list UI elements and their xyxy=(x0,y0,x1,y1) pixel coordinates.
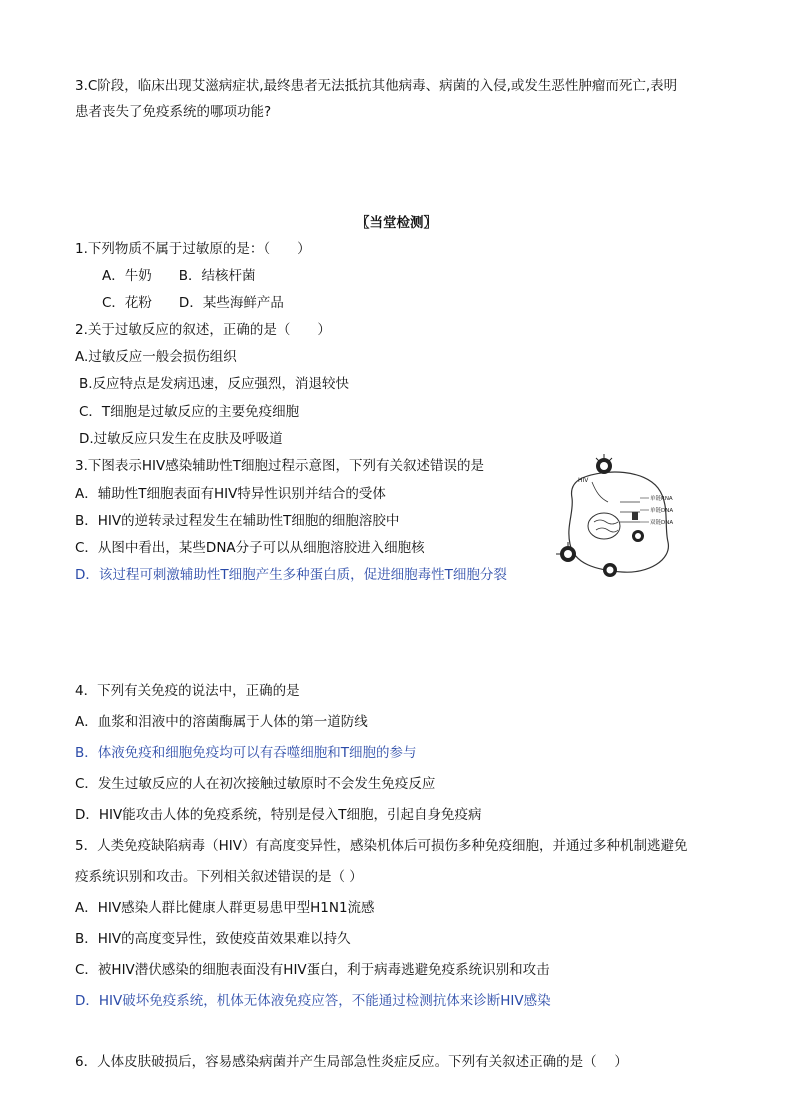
intro-question-line2: 患者丧失了免疫系统的哪项功能? xyxy=(75,104,272,120)
hiv-virus-bottom xyxy=(603,563,617,577)
hiv-virus-left xyxy=(556,542,576,562)
q2-option-b: B.反应特点是发病迅速，反应强烈，消退较快 xyxy=(79,376,350,392)
q5-option-c: C．被HIV潜伏感染的细胞表面没有HIV蛋白，利于病毒逃避免疫系统识别和攻击 xyxy=(75,962,550,978)
q2-option-d: D.过敏反应只发生在皮肤及呼吸道 xyxy=(79,431,283,447)
q4-option-c: C．发生过敏反应的人在初次接触过敏原时不会发生免疫反应 xyxy=(75,776,436,792)
q5-stem-line1: 5．人类免疫缺陷病毒（HIV）有高度变异性，感染机体后可损伤多种免疫细胞，并通过多种机制逃避免 xyxy=(75,838,688,854)
hiv-label: HIV xyxy=(578,477,589,484)
section-title: 〖当堂检测〗 xyxy=(356,215,437,231)
q4-option-d: D．HIV能攻击人体的免疫系统，特别是侵入T细胞，引起自身免疫病 xyxy=(75,807,482,823)
q3-option-c: C．从图中看出，某些DNA分子可以从细胞溶胶进入细胞核 xyxy=(75,540,425,556)
nuclear-dna-2 xyxy=(596,528,618,532)
nuclear-dna xyxy=(594,520,618,524)
single-dna-label: 单链DNA xyxy=(650,508,674,514)
q4-option-a: A．血浆和泪液中的溶菌酶属于人体的第一道防线 xyxy=(75,714,368,730)
q5-stem-line2: 疫系统识别和攻击。下列相关叙述错误的是（ ） xyxy=(75,869,363,885)
q1-options-row2: C．花粉 D．某些海鲜产品 xyxy=(102,295,284,311)
entry-arrow xyxy=(592,482,608,502)
intro-question-line1: 3.C阶段，临床出现艾滋病症状,最终患者无法抵抗其他病毒、病菌的入侵,或发生恶性肿瘤而死亡,表明 xyxy=(75,78,678,94)
q3-option-d: D．该过程可刺激辅助性T细胞产生多种蛋白质，促进细胞毒性T细胞分裂 xyxy=(75,567,507,583)
q4-stem: 4．下列有关免疫的说法中，正确的是 xyxy=(75,683,300,699)
single-rna-label: 单链RNA xyxy=(650,496,673,502)
q5-option-b: B．HIV的高度变异性，致使疫苗效果难以持久 xyxy=(75,931,351,947)
hiv-virus-right xyxy=(632,530,644,542)
q6-stem: 6．人体皮肤破损后，容易感染病菌并产生局部急性炎症反应。下列有关叙述正确的是（ ） xyxy=(75,1054,628,1070)
q2-option-c: C．T细胞是过敏反应的主要免疫细胞 xyxy=(79,404,300,420)
q4-option-b: B．体液免疫和细胞免疫均可以有吞噬细胞和T细胞的参与 xyxy=(75,745,417,761)
cytoplasm-particle xyxy=(632,512,638,520)
cell-nucleus xyxy=(588,513,620,539)
q5-option-d: D．HIV破坏免疫系统，机体无体液免疫应答，不能通过检测抗体来诊断HIV感染 xyxy=(75,993,551,1009)
q1-options-row1: A．牛奶 B．结核杆菌 xyxy=(102,268,256,284)
q2-stem: 2.关于过敏反应的叙述，正确的是（ ） xyxy=(75,322,331,338)
q1-stem: 1.下列物质不属于过敏原的是：（ ） xyxy=(75,241,311,257)
q3-stem: 3.下图表示HIV感染辅助性T细胞过程示意图，下列有关叙述错误的是 xyxy=(75,458,484,474)
hiv-infection-diagram xyxy=(552,452,684,584)
hiv-virus-top xyxy=(596,454,612,474)
q2-option-a: A.过敏反应一般会损伤组织 xyxy=(75,349,237,365)
q3-option-a: A．辅助性T细胞表面有HIV特异性识别并结合的受体 xyxy=(75,486,386,502)
q5-option-a: A．HIV感染人群比健康人群更易患甲型H1N1流感 xyxy=(75,900,375,916)
double-dna-label: 双链DNA xyxy=(650,520,674,526)
q3-option-b: B．HIV的逆转录过程发生在辅助性T细胞的细胞溶胶中 xyxy=(75,513,400,529)
